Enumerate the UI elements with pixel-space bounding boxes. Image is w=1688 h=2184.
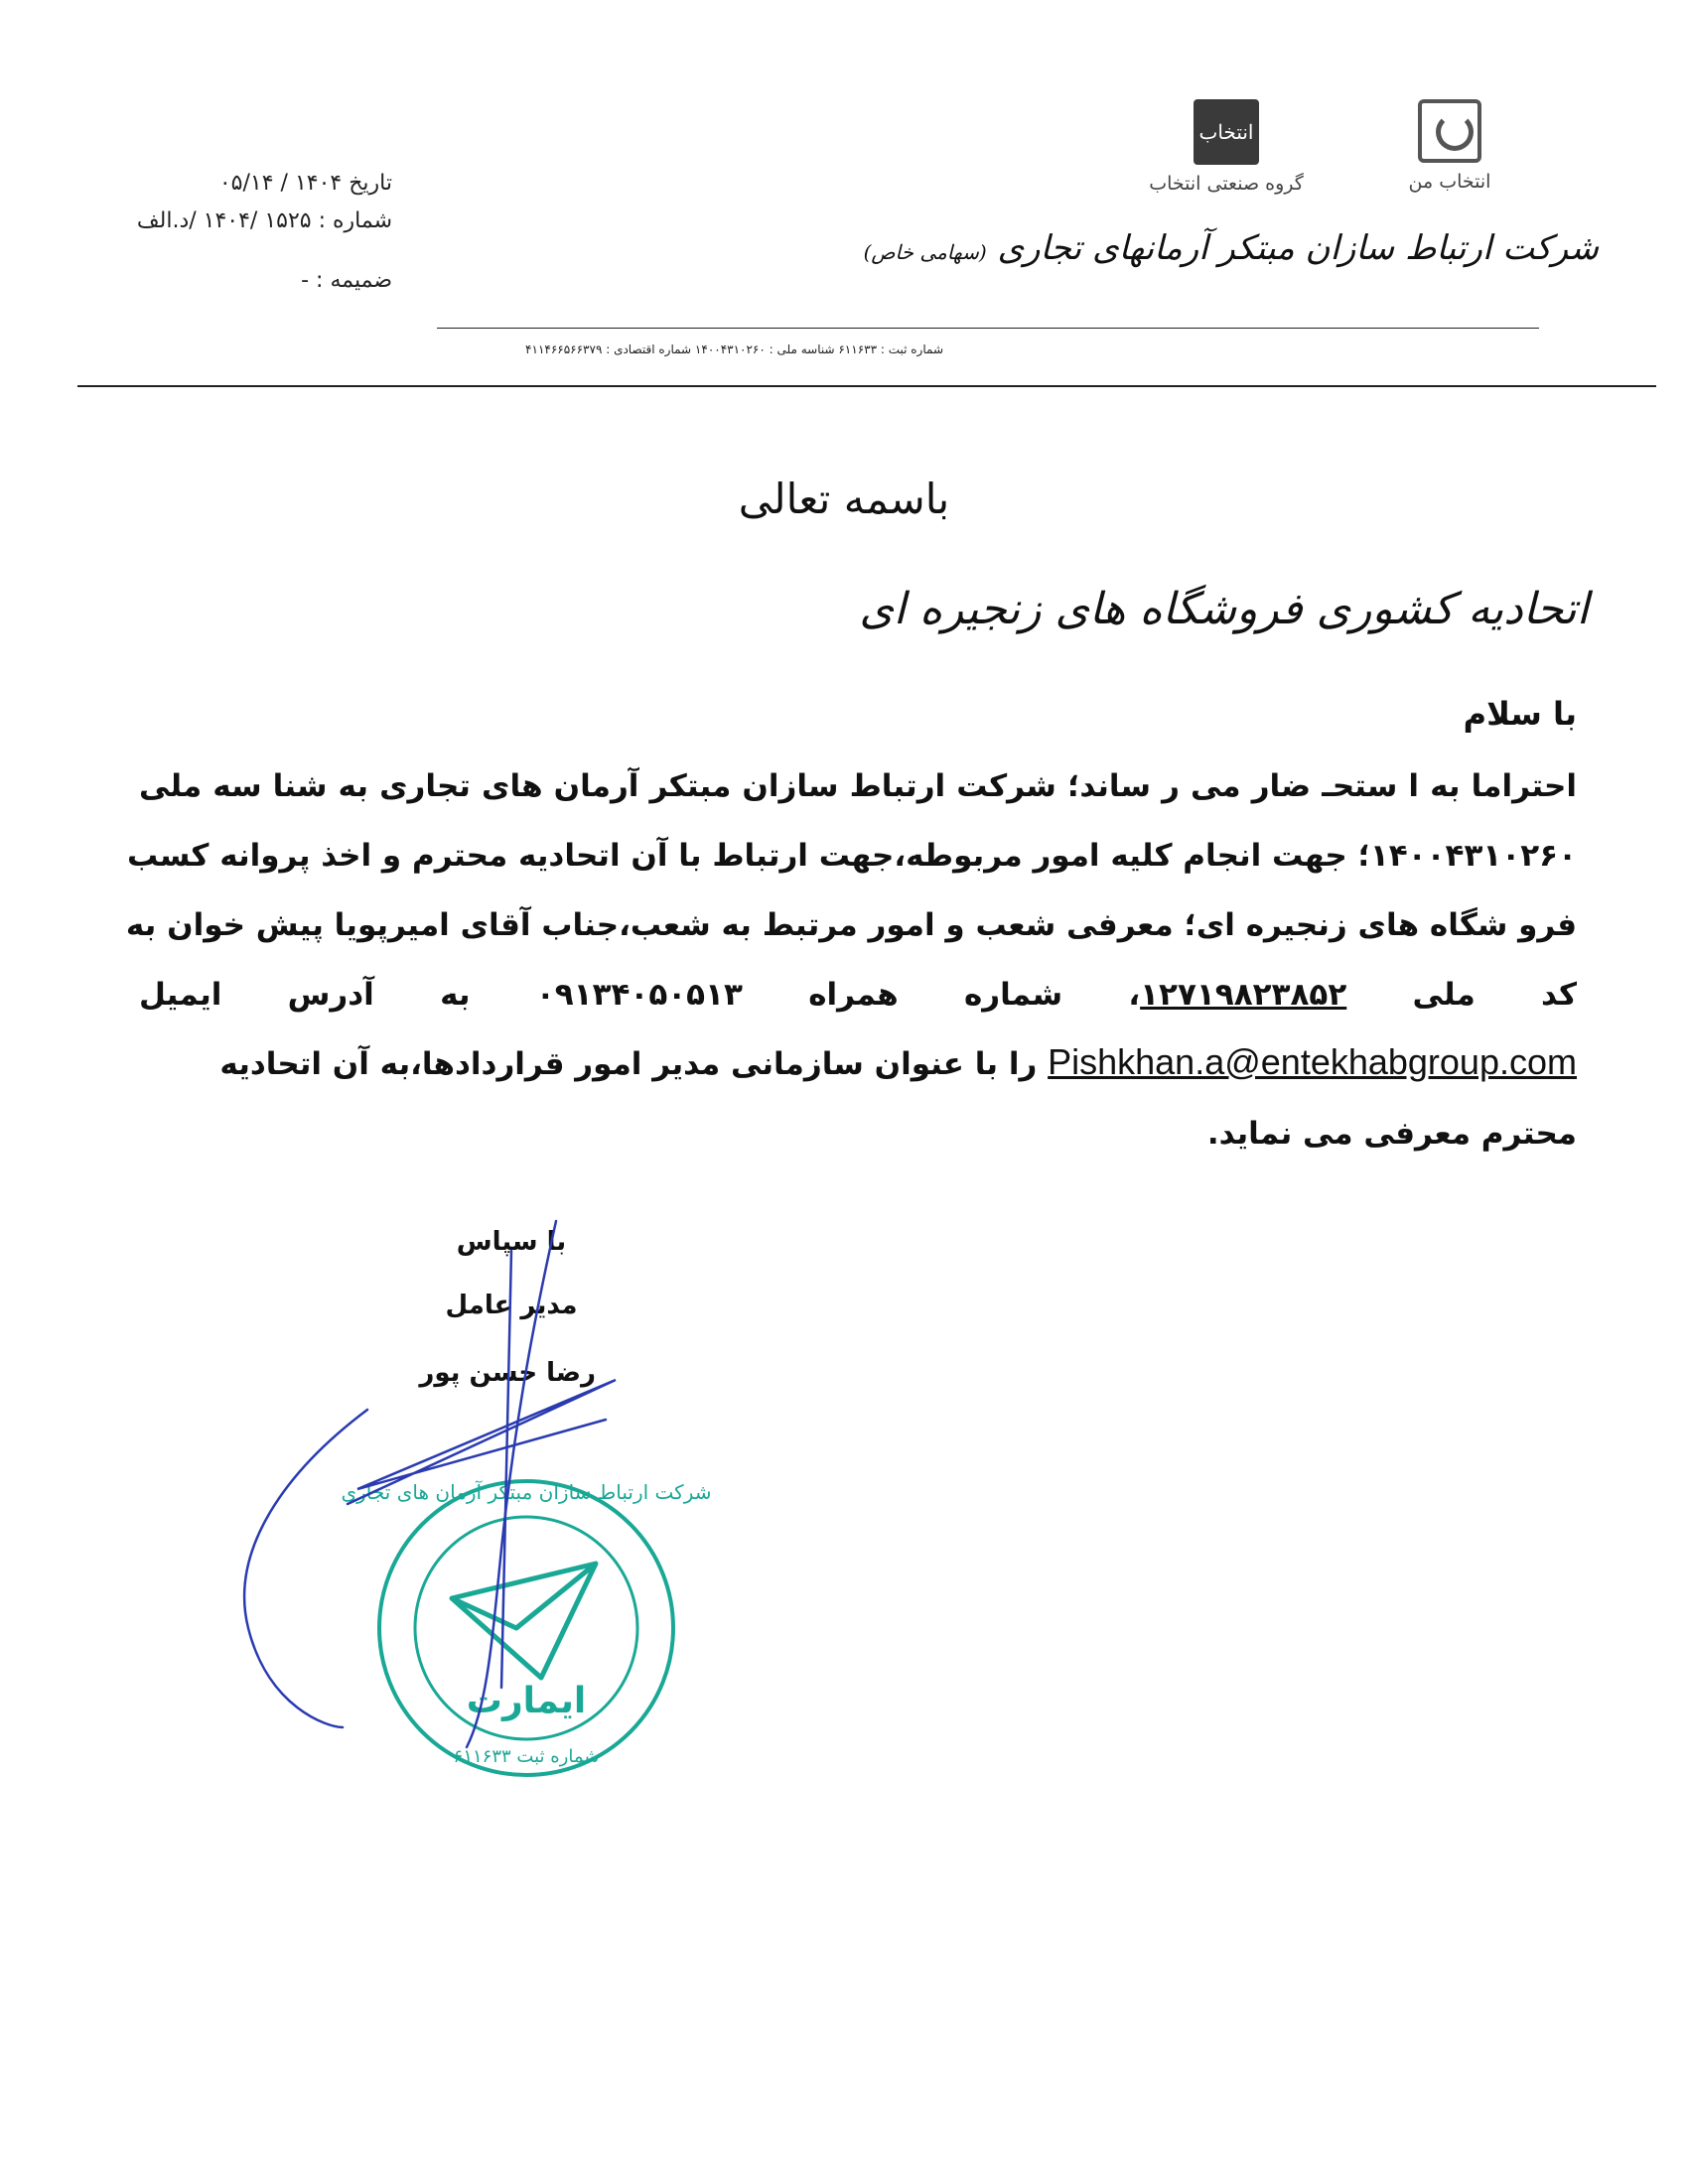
body-line-4-rest: ، شماره همراه ۰۹۱۳۴۰۵۰۵۱۳ به آدرس ایمیل	[139, 977, 1141, 1013]
stamp-brand: ایمارت	[466, 1681, 587, 1721]
entekhab-man-logo-text: انتخاب من	[1408, 171, 1491, 193]
closing-name: رضا حسن پور	[419, 1358, 596, 1388]
entekhab-group-logo-text: گروه صنعتی انتخاب	[1149, 173, 1304, 195]
letter-greeting: با سلام	[1463, 695, 1577, 733]
company-name-text: شرکت ارتباط سازان مبتکر آرمانهای تجاری	[997, 228, 1599, 268]
company-type: (سهامی خاص)	[863, 240, 987, 264]
company-stamp	[341, 1479, 711, 1775]
registration-info: شماره ثبت : ۶۱۱۶۳۳ شناسه ملی : ۱۴۰۰۴۳۱۰۲۶۰ شماره اقتصادی : ۴۱۱۴۶۶۵۶۶۳۷۹	[525, 342, 943, 356]
body-line-1: احتراما به ا ستحـ ضار می ر ساند؛ شرکت ارتباط سازان مبتکر آرمان های تجاری به شنا سه ملی	[139, 768, 1577, 804]
email-link[interactable]: Pishkhan.a@entekhabgroup.com	[1048, 1041, 1577, 1082]
entekhab-group-logo-icon: انتخاب	[1194, 99, 1259, 165]
letter-number: شماره : ۱۵۲۵ /۱۴۰۴ /د.الف	[136, 208, 392, 233]
stamp-outer-text: شرکت ارتباط سازان مبتکر آرمان های تجاری	[341, 1480, 712, 1504]
letter-attachment: ضمیمه : -	[301, 268, 392, 293]
national-code: ۱۲۷۱۹۸۲۳۸۵۲	[1140, 977, 1347, 1013]
body-line-3: فرو شگاه های زنجیره ای؛ معرفی شعب و امور مرتبط به شعب،جناب آقای امیرپویا پیش خوان به	[125, 907, 1577, 943]
closing-thanks: با سپاس	[456, 1227, 567, 1257]
national-code-label: کد ملی	[1412, 977, 1577, 1013]
body-line-5-rest: را با عنوان سازمانی مدیر امور قراردادها،به آن اتحادیه	[219, 1046, 1038, 1082]
body-line-2: ۱۴۰۰۴۳۱۰۲۶۰؛ جهت انجام کلیه امور مربوطه،جهت ارتباط با آن اتحادیه محترم و اخذ پروانه کسب	[127, 838, 1577, 874]
letter-date: تاریخ ۱۴۰۴ / ۰۵/۱۴	[218, 171, 392, 196]
letter-recipient: اتحادیه کشوری فروشگاه های زنجیره ای	[859, 584, 1589, 634]
stamp-reg: شماره ثبت ۶۱۱۶۳۳	[453, 1746, 600, 1767]
body-line-6: محترم معرفی می نماید.	[1206, 1116, 1577, 1152]
letter-heading: باسمه تعالی	[738, 475, 950, 523]
closing-title: مدیر عامل	[445, 1291, 578, 1320]
